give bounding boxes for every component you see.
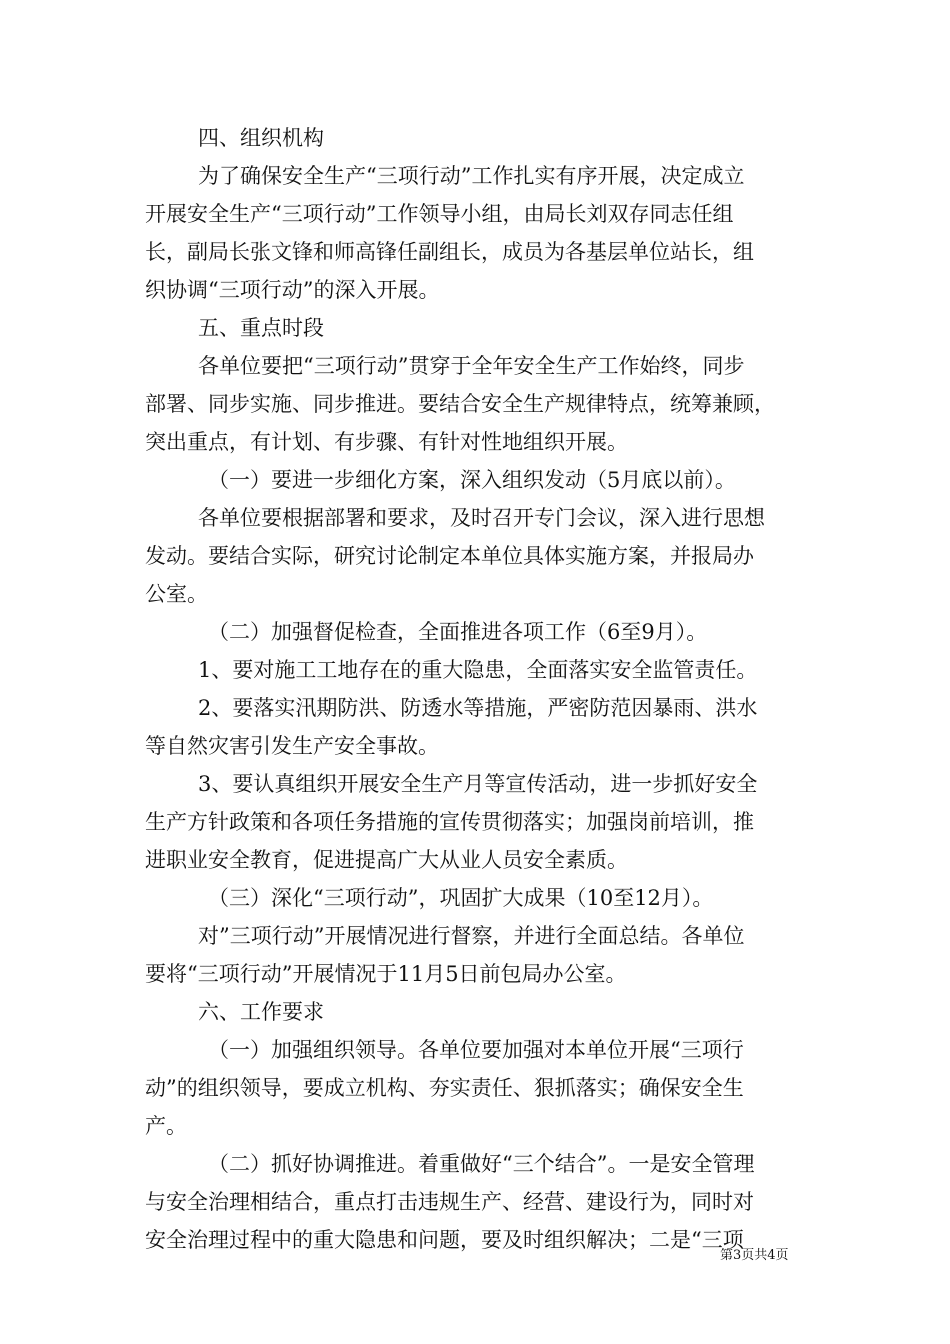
section-heading: 五、重点时段 — [198, 316, 324, 340]
paragraph-line: 与安全治理相结合，重点打击违规生产、经营、建设行为，同时对 — [145, 1190, 754, 1214]
paragraph-line: 安全治理过程中的重大隐患和问题，要及时组织解决；二是“三项 — [145, 1228, 744, 1252]
paragraph-line: 等自然灾害引发生产安全事故。 — [145, 734, 439, 758]
page-number: 第3页共4页 — [720, 1248, 789, 1263]
paragraph-line: 对”三项行动”开展情况进行督察，并进行全面总结。各单位 — [198, 924, 745, 948]
subsection-heading: （一）要进一步细化方案，深入组织发动（5月底以前）。 — [208, 468, 736, 492]
subsection-heading: （二）抓好协调推进。着重做好“三个结合”。一是安全管理 — [208, 1152, 755, 1176]
paragraph-line: 进职业安全教育，促进提高广大从业人员安全素质。 — [145, 848, 628, 872]
paragraph-line: 部署、同步实施、同步推进。要结合安全生产规律特点，统筹兼顾， — [145, 392, 775, 416]
paragraph-line: 动”的组织领导，要成立机构、夯实责任、狠抓落实；确保安全生 — [145, 1076, 744, 1100]
section-heading: 四、组织机构 — [198, 126, 324, 150]
paragraph-line: 发动。要结合实际，研究讨论制定本单位具体实施方案，并报局办 — [145, 544, 754, 568]
subsection-heading: （一）加强组织领导。各单位要加强对本单位开展“三项行 — [208, 1038, 744, 1062]
list-item: 3、要认真组织开展安全生产月等宣传活动，进一步抓好安全 — [198, 772, 758, 796]
paragraph-line: 公室。 — [145, 582, 208, 606]
paragraph-line: 突出重点，有计划、有步骤、有针对性地组织开展。 — [145, 430, 628, 454]
paragraph-line: 开展安全生产“三项行动”工作领导小组，由局长刘双存同志任组 — [145, 202, 734, 226]
paragraph-line: 各单位要根据部署和要求，及时召开专门会议，深入进行思想 — [198, 506, 765, 530]
paragraph-line: 要将“三项行动”开展情况于11月5日前包局办公室。 — [145, 962, 627, 986]
paragraph-line: 产。 — [145, 1114, 187, 1138]
list-item: 1、要对施工工地存在的重大隐患，全面落实安全监管责任。 — [198, 658, 758, 682]
paragraph-line: 为了确保安全生产“三项行动”工作扎实有序开展，决定成立 — [198, 164, 745, 188]
subsection-heading: （三）深化“三项行动”，巩固扩大成果（10至12月）。 — [208, 886, 714, 910]
paragraph-line: 生产方针政策和各项任务措施的宣传贯彻落实；加强岗前培训，推 — [145, 810, 754, 834]
paragraph-line: 织协调“三项行动”的深入开展。 — [145, 278, 440, 302]
paragraph-line: 各单位要把“三项行动”贯穿于全年安全生产工作始终，同步 — [198, 354, 745, 378]
section-heading: 六、工作要求 — [198, 1000, 324, 1024]
subsection-heading: （二）加强督促检查，全面推进各项工作（6至9月）。 — [208, 620, 708, 644]
list-item: 2、要落实汛期防洪、防透水等措施，严密防范因暴雨、洪水 — [198, 696, 758, 720]
paragraph-line: 长，副局长张文锋和师高锋任副组长，成员为各基层单位站长，组 — [145, 240, 754, 264]
